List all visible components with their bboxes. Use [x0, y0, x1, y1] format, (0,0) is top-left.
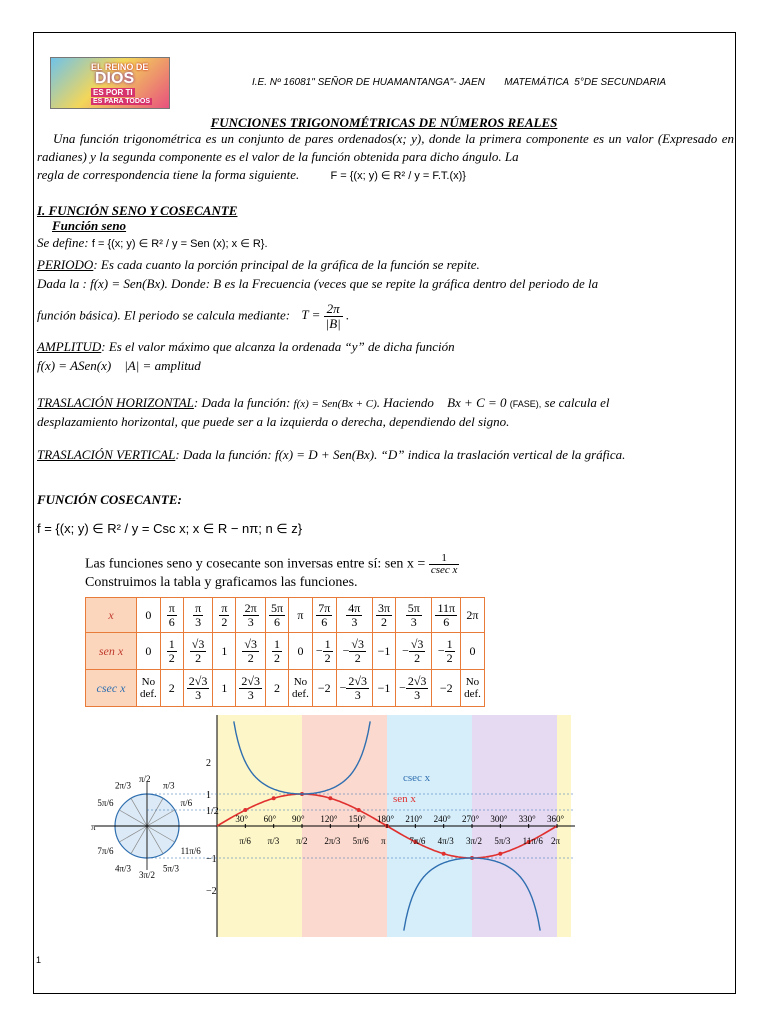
- logo-text-3: ES POR TI: [93, 88, 133, 97]
- y-tick-4: −2: [206, 886, 217, 897]
- tv-formula: f(x) = D + Sen(Bx): [274, 447, 375, 462]
- circle-label-5: π: [91, 822, 96, 832]
- table-cell-x-9: $\frac{3\pi}{2}$: [373, 598, 396, 633]
- table-cell-csc-10: − $\frac{2√3}{3}$: [396, 670, 432, 707]
- table-row-x: [86, 598, 485, 633]
- table-cell-sen-4: $\frac{√3}{2}$: [236, 633, 266, 670]
- table-cell-csc-0: No def.: [137, 670, 161, 707]
- radian-label-10: 5π/3: [494, 836, 511, 846]
- table-cell-csc-5: 2: [265, 670, 288, 707]
- table-cell-csc-9: −1: [373, 670, 396, 707]
- T-equals: T =: [301, 307, 321, 323]
- subheading-seno: Función seno: [52, 218, 127, 233]
- radian-label-6: π: [381, 836, 386, 846]
- intro-line1: Una función trigonométrica es un conjunto de pares ordenados: [53, 131, 393, 146]
- radian-label-2: π/3: [267, 836, 280, 846]
- sen-point-1: [243, 808, 247, 812]
- table-cell-sen-0: 0: [137, 633, 161, 670]
- intro-line3-row: [37, 166, 734, 185]
- table-cell-x-6: π: [289, 598, 313, 633]
- degree-label-4: 120°: [320, 814, 338, 824]
- table-cell-csc-4: $\frac{2√3}{3}$: [236, 670, 266, 707]
- degree-label-11: 330°: [518, 814, 536, 824]
- radian-label-1: π/6: [239, 836, 251, 846]
- inverse-den: csec x: [430, 564, 458, 576]
- intro-pair: (x; y): [392, 131, 422, 146]
- T-fraction: [324, 302, 343, 331]
- table-cell-x-4: $\frac{2\pi}{3}$: [236, 598, 266, 633]
- fx-bx: f(x) = Sen(Bx): [90, 276, 165, 291]
- sen-point-5: [357, 808, 361, 812]
- intro-paragraph: [37, 130, 734, 166]
- th-text2: . Haciendo: [376, 395, 434, 410]
- y-tick-1: 1: [206, 790, 211, 801]
- table-header-x: x: [86, 598, 137, 633]
- y-tick-2: 1/2: [206, 806, 219, 817]
- define-row: [37, 234, 734, 253]
- table-cell-sen-3: 1: [213, 633, 236, 670]
- tv-text1: : Dada la función:: [175, 447, 272, 462]
- sen-point-2: [272, 796, 276, 800]
- sen-point-4: [328, 796, 332, 800]
- radian-label-5: 5π/6: [352, 836, 369, 846]
- tv-row: [37, 446, 734, 464]
- funcion-basica-text: función básica). El periodo se calcula mediante:: [37, 307, 291, 323]
- intro-line1b: , donde la primera componente es un: [421, 131, 622, 146]
- table-cell-x-11: $\frac{11\pi}{6}$: [432, 598, 461, 633]
- table-cell-x-10: $\frac{5\pi}{3}$: [396, 598, 432, 633]
- table-cell-csc-2: $\frac{2√3}{3}$: [183, 670, 213, 707]
- y-tick-0: 2: [206, 758, 211, 769]
- inverse-text: Las funciones seno y cosecante son inversas entre sí: sen x =: [85, 556, 426, 572]
- table-header-sen: sen x: [86, 633, 137, 670]
- intro-line3: regla de correspondencia tiene la forma siguiente.: [37, 167, 300, 182]
- th-formula: f(x) = Sen(Bx + C): [293, 398, 377, 410]
- table-cell-csc-12: No def.: [461, 670, 485, 707]
- cosecante-heading: FUNCIÓN COSECANTE:: [37, 492, 182, 507]
- th-text1: : Dada la función:: [193, 395, 291, 410]
- degree-label-6: 180°: [377, 814, 395, 824]
- table-cell-csc-3: 1: [213, 670, 236, 707]
- trig-table: [85, 597, 485, 707]
- y-tick-3: −1: [206, 854, 217, 865]
- table-cell-sen-12: 0: [461, 633, 485, 670]
- degree-label-7: 210°: [405, 814, 423, 824]
- csc-curve-label: csec x: [403, 772, 431, 785]
- circle-label-8: 4π/3: [115, 863, 132, 874]
- periodo-label: PERIODO: [37, 257, 94, 272]
- school-logo: [50, 57, 170, 109]
- circle-label-3: 5π/6: [97, 798, 114, 808]
- logo-text-4: ES PARA TODOS: [93, 98, 151, 105]
- circle-label-10: 3π/2: [139, 870, 156, 880]
- th-row: [37, 394, 734, 413]
- periodo-row: [37, 256, 734, 274]
- logo-text-1: EL REINO DE: [91, 62, 149, 72]
- table-cell-sen-7: − $\frac{1}{2}$: [312, 633, 336, 670]
- degree-label-9: 270°: [462, 814, 480, 824]
- page-title: FUNCIONES TRIGONOMÉTRICAS DE NÚMEROS REALES: [210, 115, 558, 130]
- th-text4: desplazamiento horizontal, que puede ser a la izquierda o derecha, dependiendo del signo.: [37, 414, 510, 429]
- table-cell-sen-6: 0: [289, 633, 313, 670]
- radian-label-3: π/2: [296, 836, 308, 846]
- table-cell-x-12: 2π: [461, 598, 485, 633]
- radian-label-11: 11π/6: [522, 836, 543, 846]
- table-cell-sen-11: − $\frac{1}{2}$: [432, 633, 461, 670]
- define-formula: f = {(x; y) ∈ R² / y = Sen (x); x ∈ R}.: [91, 238, 268, 250]
- table-intro: Construimos la tabla y graficamos las funciones.: [85, 575, 358, 590]
- degree-label-12: 360°: [547, 814, 565, 824]
- radian-label-12: 2π: [551, 836, 561, 846]
- table-cell-sen-9: −1: [373, 633, 396, 670]
- logo-text-2: DIOS: [95, 70, 135, 87]
- inverse-row: [85, 553, 459, 576]
- table-row-sen: [86, 633, 485, 670]
- th-eq: Bx + C = 0: [447, 395, 507, 410]
- T-numerator: 2π: [324, 302, 343, 317]
- table-cell-x-8: $\frac{4\pi}{3}$: [336, 598, 372, 633]
- table-cell-csc-1: 2: [160, 670, 183, 707]
- page-number: 1: [36, 955, 42, 965]
- table-cell-csc-6: No def.: [289, 670, 313, 707]
- table-cell-x-1: $\frac{\pi}{6}$: [160, 598, 183, 633]
- table-cell-x-3: $\frac{\pi}{2}$: [213, 598, 236, 633]
- table-cell-x-7: $\frac{7\pi}{6}$: [312, 598, 336, 633]
- table-cell-sen-2: $\frac{√3}{2}$: [183, 633, 213, 670]
- degree-label-2: 60°: [263, 814, 277, 824]
- dada-label: Dada la :: [37, 276, 87, 291]
- table-cell-sen-1: $\frac{1}{2}$: [160, 633, 183, 670]
- table-cell-sen-5: $\frac{1}{2}$: [265, 633, 288, 670]
- sen-point-10: [498, 852, 502, 856]
- table-cell-x-5: $\frac{5\pi}{6}$: [265, 598, 288, 633]
- circle-label-1: 2π/3: [115, 780, 132, 791]
- degree-label-5: 150°: [348, 814, 366, 824]
- dada-row: [37, 275, 734, 293]
- amplitud-formula: f(x) = ASen(x) |A| = amplitud: [37, 358, 201, 373]
- circle-label-4: π/6: [180, 798, 193, 808]
- table-cell-x-2: $\frac{\pi}{3}$: [183, 598, 213, 633]
- periodo-text: : Es cada cuanto la porción principal de la gráfica de la función se repite.: [93, 257, 480, 272]
- tv-text2: . “D” indica la traslación vertical de la gráfica.: [374, 447, 626, 462]
- circle-label-2: π/3: [163, 780, 175, 791]
- radian-label-7: 7π/6: [409, 836, 426, 846]
- tv-label: TRASLACIÓN VERTICAL: [37, 447, 176, 462]
- sen-curve-label: sen x: [393, 793, 416, 805]
- radian-label-8: 4π/3: [437, 836, 454, 846]
- periodo-formula-row: función básica). El periodo se calcula mediante: T = $\frac{2\pi}{|B|}$ .: [37, 301, 350, 331]
- degree-label-8: 240°: [433, 814, 451, 824]
- table-cell-csc-11: −2: [432, 670, 461, 707]
- circle-label-7: 11π/6: [180, 846, 201, 856]
- th-text3: se calcula el: [544, 395, 610, 410]
- circle-label-6: 7π/6: [97, 846, 114, 856]
- inverse-num: 1: [429, 553, 460, 565]
- amplitud-label: AMPLITUD: [37, 339, 102, 354]
- table-header-csc: csec x: [86, 670, 137, 707]
- inverse-fraction: [429, 553, 460, 576]
- table-cell-csc-8: − $\frac{2√3}{3}$: [336, 670, 372, 707]
- intro-line2: valor (Expresado en radianes) y la segunda componente es el valor de la función obtenida para dicho ángulo. La: [37, 131, 734, 164]
- degree-label-10: 300°: [490, 814, 508, 824]
- radian-label-9: 3π/2: [466, 836, 483, 846]
- table-cell-sen-8: − $\frac{√3}{2}$: [336, 633, 372, 670]
- circle-label-0: π/2: [139, 774, 151, 784]
- sen-point-8: [442, 852, 446, 856]
- th-fase: (FASE),: [509, 399, 542, 409]
- amplitud-row: [37, 338, 734, 356]
- amplitud-text: : Es el valor máximo que alcanza la ordenada “y” de dicha función: [101, 339, 455, 354]
- radian-label-4: 2π/3: [324, 836, 341, 846]
- circle-label-9: 5π/3: [163, 863, 180, 874]
- donde-text: . Donde: B es la Frecuencia (veces que se repite la gráfica dentro del periodo de la: [164, 276, 599, 291]
- degree-label-3: 90°: [292, 814, 305, 824]
- intro-formula: F = {(x; y) ∈ R² / y = F.T.(x)}: [330, 170, 466, 182]
- table-row-csc: [86, 670, 485, 707]
- table-cell-x-0: 0: [137, 598, 161, 633]
- define-label: Se define:: [37, 235, 89, 250]
- T-denominator: |B|: [325, 316, 341, 331]
- table-cell-sen-10: − $\frac{√3}{2}$: [396, 633, 432, 670]
- table-cell-csc-7: −2: [312, 670, 336, 707]
- section-heading: I. FUNCIÓN SENO Y COSECANTE: [37, 203, 238, 218]
- cosecante-formula: f = {(x; y) ∈ R² / y = Csc x; x ∈ R − nπ; n ∈ z}: [37, 521, 303, 536]
- header-text: I.E. Nº 16081" SEÑOR DE HUAMANTANGA"- JAEN MATEMÁTICA 5°DE SECUNDARIA: [252, 77, 667, 88]
- th-label: TRASLACIÓN HORIZONTAL: [37, 395, 194, 410]
- trig-graph: [85, 713, 580, 943]
- degree-label-1: 30°: [235, 814, 248, 824]
